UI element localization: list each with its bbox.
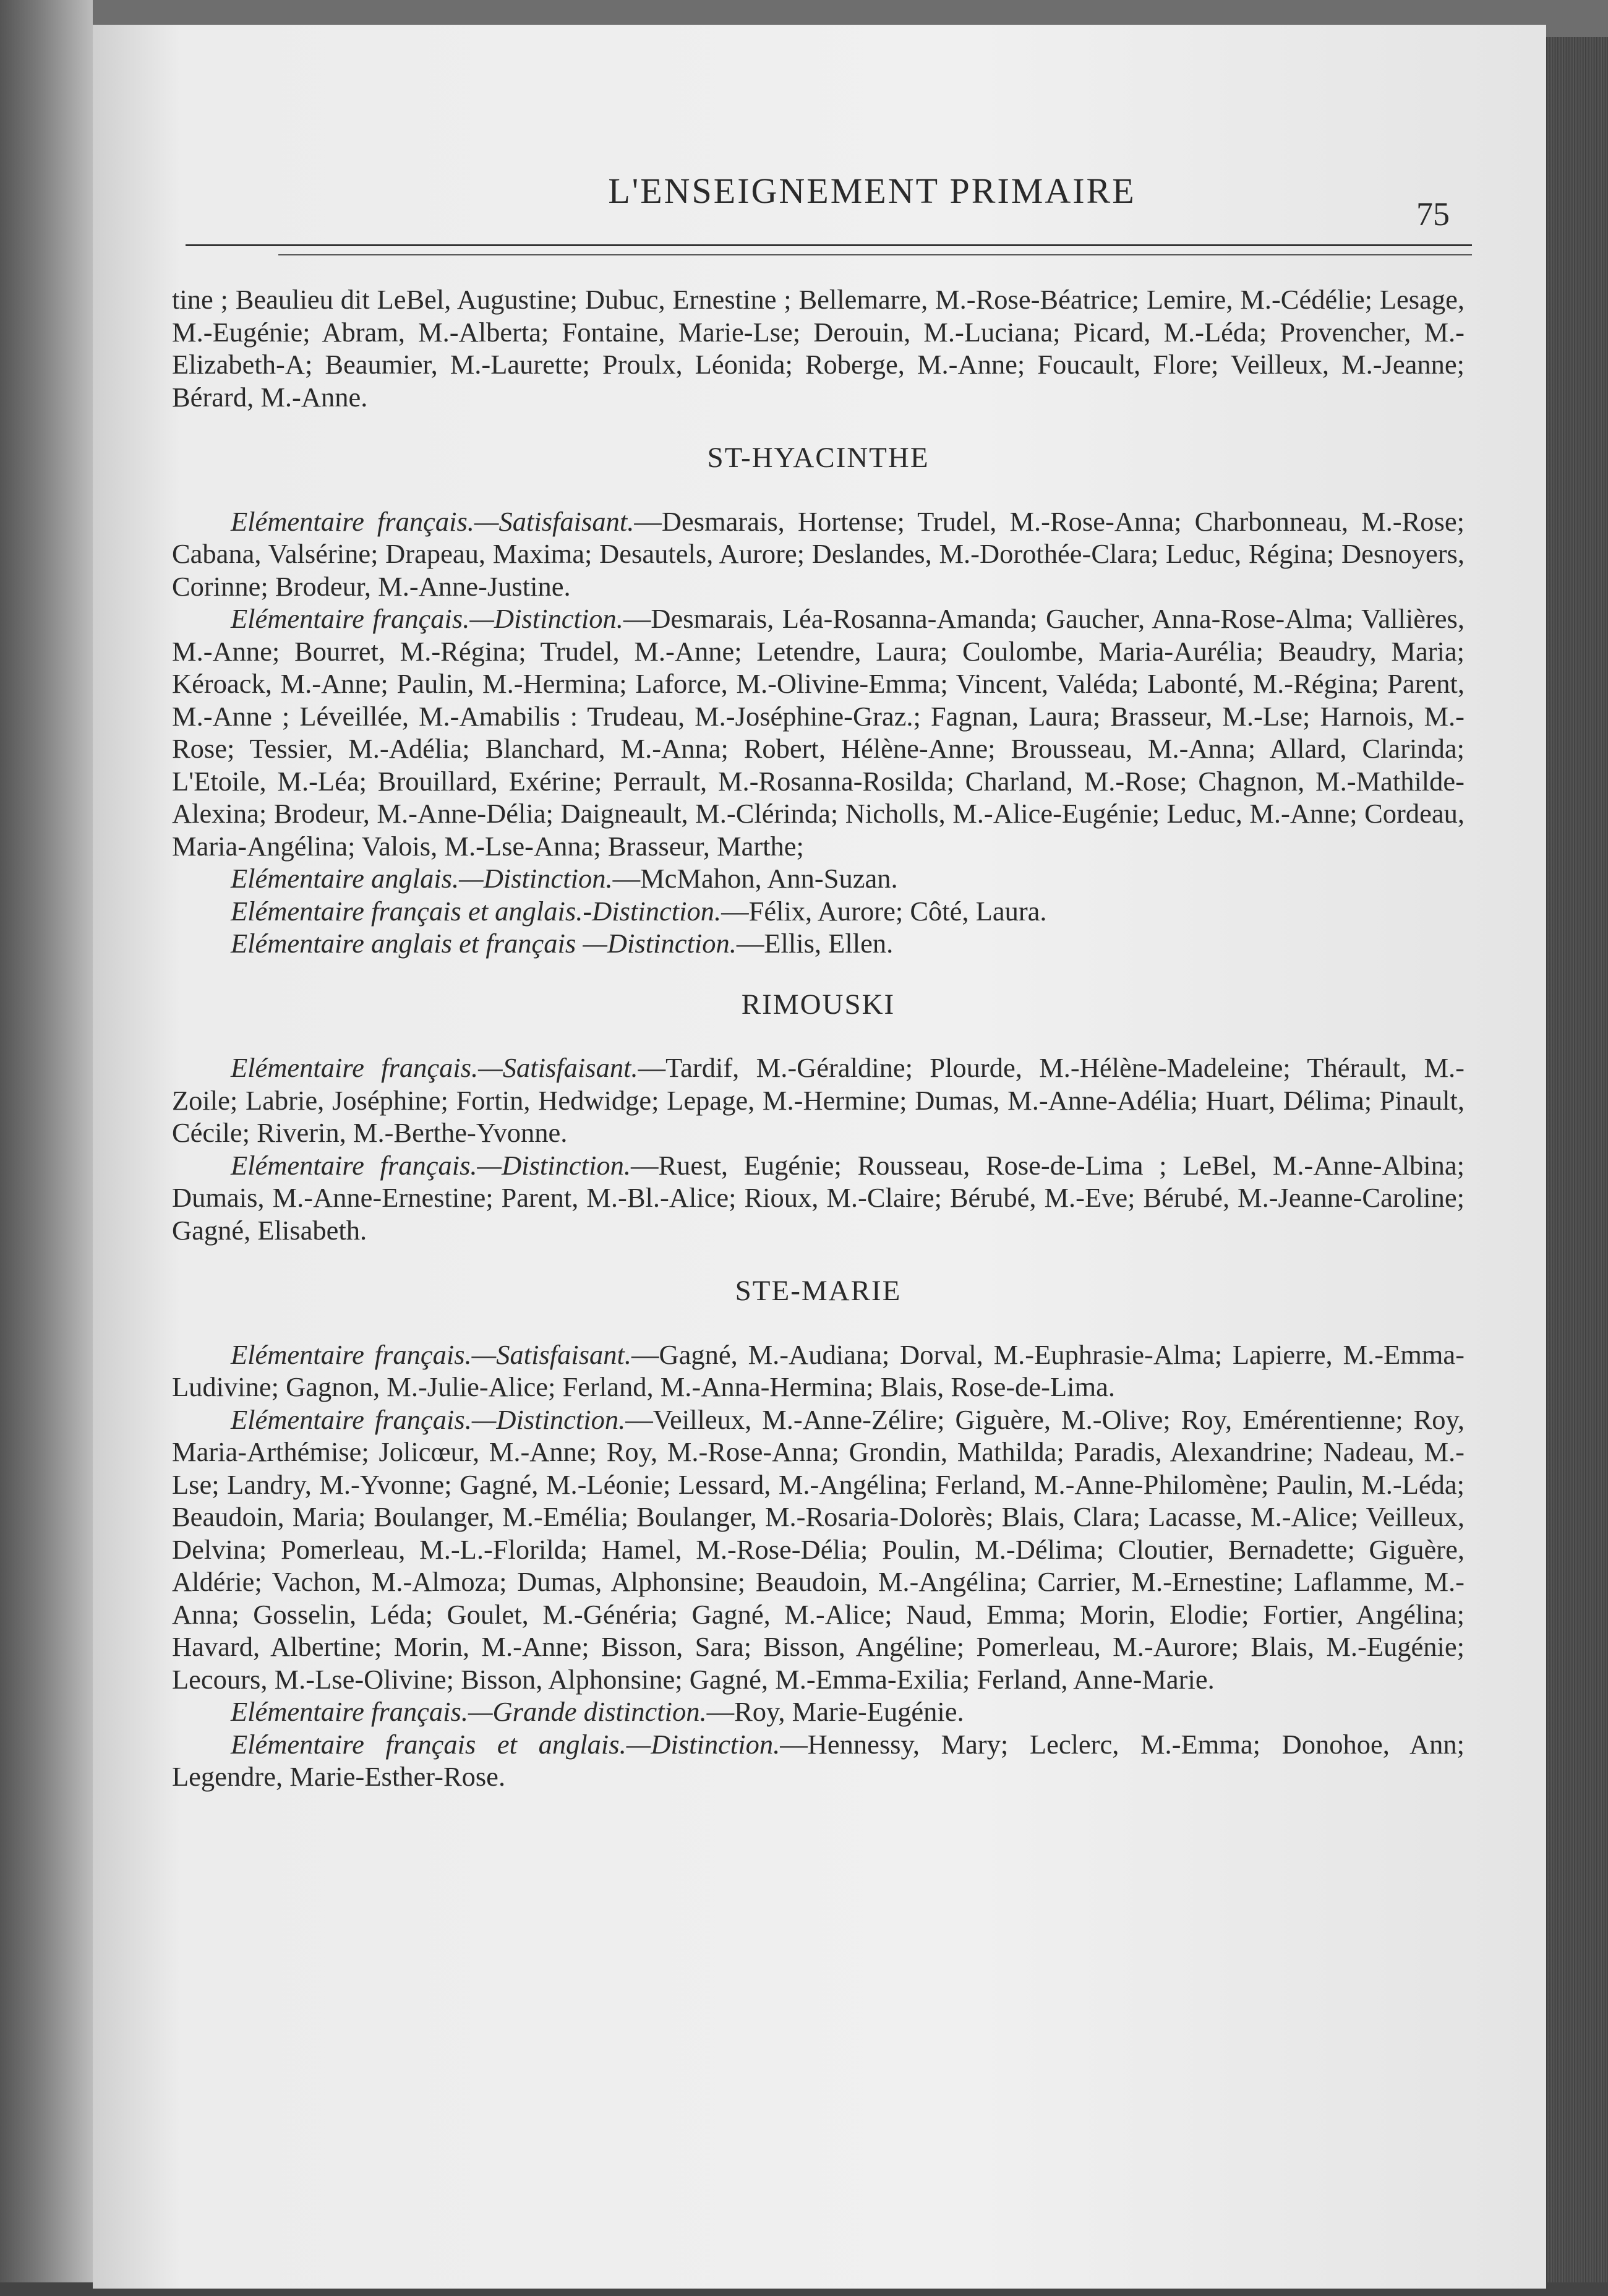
entry-names: —Hennessy, Mary; Leclerc, M.-Emma; Donohoe, Ann; Legendre, Marie-Esther-Rose.: [172, 1728, 1465, 1792]
entry-names: —Desmarais, Léa-Rosanna-Amanda; Gaucher, Anna-Rose-Alma; Vallières, M.-Anne; Bourret, M.-Régina; Trudel, M.-Anne; Letendre, Laura; Coulombe, Maria-Aurélia; Beaudry, Maria; Kéroack, M.-Anne; Paulin, M.-Hermina; Laforce, M.-Olivine-Emma; Vincent, Valéda; Labonté, M.-Régina; Parent, M.-Anne ; Léveillée, M.-Amabilis : Trudeau, M.-Joséphine-Graz.; Fagnan, Laura; Brasseur, M.-Lse; Harnois, M.-Rose; Tessier, M.-Adélia; Blanchard, M.-Anna; Robert, Hélène-Anne; Brousseau, M.-Anna; Allard, Clarinda; L'Etoile, M.-Léa; Brouillard, Exérine; Perrault, M.-Rosanna-Rosilda; Charland, M.-Rose; Chagnon, M.-Mathilde-Alexina; Brodeur, M.-Anne-Délia; Daigneault, M.-Clérinda; Nicholls, M.-Alice-Eugénie; Leduc, M.-Anne; Cordeau, Maria-Angélina; Valois, M.-Lse-Anna; Brasseur, Marthe;: [172, 603, 1465, 862]
page-body: [172, 283, 1465, 1793]
book-gutter: [0, 0, 93, 2296]
list-item: [172, 1052, 1465, 1149]
entry-category: Elémentaire français.—Satisfaisant.: [231, 1052, 638, 1083]
list-item: [172, 895, 1465, 928]
entry-category: Elémentaire français.—Distinction.: [231, 1149, 631, 1181]
header-rule: [186, 244, 1472, 246]
entry-category: Elémentaire français.—Satisfaisant.: [231, 505, 635, 537]
entry-names: —Veilleux, M.-Anne-Zélire; Giguère, M.-Olive; Roy, Emérentienne; Roy, Maria-Arthémise; Jolicœur, M.-Anne; Roy, M.-Rose-Anna; Grondin, Mathilda; Paradis, Alexandrine; Nadeau, M.-Lse; Landry, M.-Yvonne; Gagné, M.-Léonie; Lessard, M.-Angélina; Ferland, M.-Anne-Philomène; Paulin, M.-Léda; Beaudoin, Maria; Boulanger, M.-Emélia; Boulanger, M.-Rosaria-Dolorès; Blais, Clara; Lacasse, M.-Alice; Veilleux, Delvina; Pomerleau, M.-L.-Florilda; Hamel, M.-Rose-Délia; Poulin, M.-Délima; Cloutier, Bernadette; Giguère, Aldérie; Vachon, M.-Almoza; Dumas, Alphonsine; Beaudoin, M.-Angélina; Carrier, M.-Ernestine; Laflamme, M.-Anna; Gosselin, Léda; Goulet, M.-Généria; Gagné, M.-Alice; Naud, Emma; Morin, Elodie; Fortier, Angélina; Havard, Albertine; Morin, M.-Anne; Bisson, Sara; Bisson, Angéline; Pomerleau, M.-Aurore; Blais, M.-Eugénie; Lecours, M.-Lse-Olivine; Bisson, Alphonsine; Gagné, M.-Emma-Exilia; Ferland, Anne-Marie.: [172, 1403, 1465, 1695]
list-item: [172, 927, 1465, 960]
list-item: [172, 505, 1465, 603]
page-edges: [1546, 37, 1608, 2296]
section-title: STE-MARIE: [735, 1275, 902, 1307]
entry-category: Elémentaire anglais.—Distinction.: [231, 863, 613, 894]
list-item: [172, 602, 1465, 862]
list-item: [172, 1403, 1465, 1696]
page-number: 75: [1416, 195, 1450, 233]
list-item: [172, 1695, 1465, 1728]
entry-category: Elémentaire anglais et français —Distinction.: [231, 928, 737, 959]
entry-category: Elémentaire français.—Distinction.: [231, 1403, 626, 1435]
section-title: RIMOUSKI: [741, 988, 896, 1021]
entry-names: —Gagné, M.-Audiana; Dorval, M.-Euphrasie-Alma; Lapierre, M.-Emma-Ludivine; Gagnon, M.-Julie-Alice; Ferland, M.-Anna-Hermina; Blais, Rose-de-Lima.: [172, 1339, 1465, 1402]
list-item: [172, 862, 1465, 895]
entry-category: Elémentaire français.—Distinction.: [231, 603, 623, 634]
running-head: L'ENSEIGNEMENT PRIMAIRE: [608, 171, 1136, 211]
entry-names: —Tardif, M.-Géraldine; Plourde, M.-Hélène-Madeleine; Thérault, M.-Zoile; Labrie, Joséphine; Fortin, Hedwidge; Lepage, M.-Hermine; Dumas, M.-Anne-Adélia; Huart, Délima; Pinault, Cécile; Riverin, M.-Berthe-Yvonne.: [172, 1052, 1465, 1148]
header-rule-thin: [278, 254, 1472, 255]
entry-category: Elémentaire français et anglais.—Distinction.: [231, 1728, 780, 1760]
entry-names: —Desmarais, Hortense; Trudel, M.-Rose-Anna; Charbonneau, M.-Rose; Cabana, Valsérine; Drapeau, Maxima; Desautels, Aurore; Deslandes, M.-Dorothée-Clara; Leduc, Régina; Desnoyers, Corinne; Brodeur, M.-Anne-Justine.: [172, 505, 1465, 602]
entry-names: —Roy, Marie-Eugénie.: [706, 1696, 964, 1727]
entry-category: Elémentaire français et anglais.-Distinction.: [231, 895, 722, 927]
list-item: [172, 1149, 1465, 1247]
entry-category: Elémentaire français.—Satisfaisant.: [231, 1339, 632, 1370]
book-page: [93, 25, 1546, 2289]
entry-names: —Ruest, Eugénie; Rousseau, Rose-de-Lima ; LeBel, M.-Anne-Albina; Dumais, M.-Anne-Ernestine; Parent, M.-Bl.-Alice; Rioux, M.-Claire; Bérubé, M.-Eve; Bérubé, M.-Jeanne-Caroline; Gagné, Elisabeth.: [172, 1149, 1465, 1246]
entry-names: —Ellis, Ellen.: [736, 928, 894, 959]
entry-names: —McMahon, Ann-Suzan.: [612, 863, 898, 894]
section-title: ST-HYACINTHE: [707, 442, 930, 474]
list-item: [172, 1728, 1465, 1793]
list-item: [172, 1339, 1465, 1403]
entry-names: —Félix, Aurore; Côté, Laura.: [721, 895, 1047, 927]
continuation-paragraph: tine ; Beaulieu dit LeBel, Augustine; Dubuc, Ernestine ; Bellemarre, M.-Rose-Béatrice; Lemire, M.-Cédélie; Lesage, M.-Eugénie; Abram, M.-Alberta; Fontaine, Marie-Lse; Derouin, M.-Luciana; Picard, M.-Léda; Provencher, M.-Elizabeth-A; Beaumier, M.-Laurette; Proulx, Léonida; Roberge, M.-Anne; Foucault, Flore; Veilleux, M.-Jeanne; Bérard, M.-Anne.: [172, 284, 1465, 413]
entry-category: Elémentaire français.—Grande distinction.: [231, 1696, 707, 1727]
